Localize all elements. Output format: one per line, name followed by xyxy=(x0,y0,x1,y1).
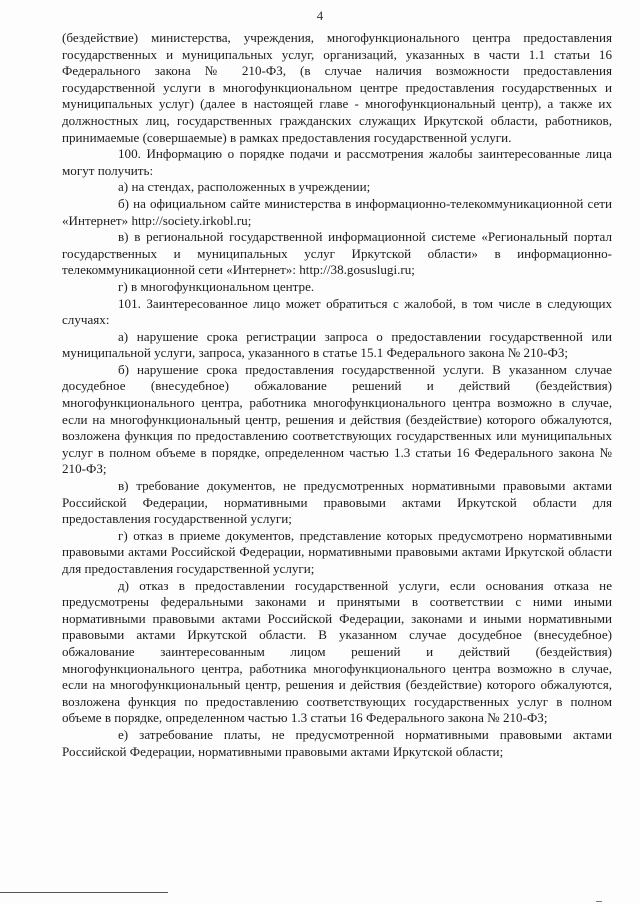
paragraph-101-b: б) нарушение срока предоставления государственной услуги. В указанном случае досудебное (внесудебное) обжалование решений и действий (бездействия) многофункционального центра, работника многофункционального центра возможно в случае, если на многофункциональный центр, решения и действия (бездействие) которого обжалуются, возложена функция по предоставлению соответствующих государственных или муниципальных услуг в полном объеме в порядке, определенном частью 1.3 статьи 16 Федерального закона № 210-ФЗ; xyxy=(62,361,612,477)
paragraph-101-v: в) требование документов, не предусмотренных нормативными правовыми актами Российской Федерации, нормативными правовыми актами Иркутской области для предоставления государственной услуги; xyxy=(62,478,612,527)
scan-artifact-mark xyxy=(596,896,602,902)
page-number: 4 xyxy=(316,8,324,23)
paragraph-101-g: г) отказ в приеме документов, представление которых предусмотрено нормативными правовыми актами Российской Федерации, нормативными правовыми актами Иркутской области для предоставления государственной услуги; xyxy=(62,527,612,576)
page-bottom-rule xyxy=(0,892,168,893)
paragraph-100: 100. Информацию о порядке подачи и рассмотрения жалобы заинтересованные лица могут получить: xyxy=(62,146,612,178)
paragraph-101-e: е) затребование платы, не предусмотренной нормативными правовыми актами Российской Федерации, нормативными правовыми актами Иркутской области; xyxy=(62,726,612,759)
paragraph-100-a: а) на стендах, расположенных в учреждении; xyxy=(118,179,371,195)
paragraph-100-v: в) в региональной государственной информационной системе «Региональный портал государственных и муниципальных услуг Иркутской области» в информационно-телекоммуникационной сети «Интернет»: http://38.gosuslugi.ru; xyxy=(62,229,612,278)
paragraph-101-d: д) отказ в предоставлении государственной услуги, если основания отказа не предусмотрены федеральными законами и принятыми в соответствии с ними иными нормативными правовыми актами Российской Федерации, законами и иными нормативными правовыми актами Иркутской области. В указанном случае досудебное (внесудебное) обжалование заинтересованным лицом решений и действий (бездействия) многофункционального центра, работника многофункционального центра возможно в случае, если на многофункциональный центр, решения и действия (бездействие) которого обжалуются, возложена функция по предоставлению соответствующих государственных услуг в полном объеме в порядке, определенном частью 1.3 статьи 16 Федерального закона № 210-ФЗ; xyxy=(62,577,612,726)
paragraph-100-b: б) на официальном сайте министерства в информационно-телекоммуникационной сети «Интернет» http://society.irkobl.ru; xyxy=(62,195,612,228)
paragraph-101: 101. Заинтересованное лицо может обратиться с жалобой, в том числе в следующих случаях: xyxy=(62,295,612,328)
paragraph-100-g: г) в многофункциональном центре. xyxy=(118,278,315,294)
document-body xyxy=(62,30,612,760)
paragraph-101-a: а) нарушение срока регистрации запроса о предоставлении государственной или муниципальной услуги, запроса, указанного в статье 15.1 Федерального закона № 210-ФЗ; xyxy=(62,328,612,361)
paragraph-complaint-subject: (бездействие) министерства, учреждения, многофункционального центра предоставления государственных и муниципальных услуг, организаций, указанных в части 1.1 статьи 16 Федерального закона № 210-ФЗ, (в случае наличия возможности предоставления государственной услуги в многофункциональном центре предоставления государственных и муниципальных услуг) (далее в настоящей главе - многофункциональный центр), а также их должностных лиц, государственных гражданских служащих Иркутской области, работников, принимаемые (совершаемые) в рамках предоставления государственной услуги. xyxy=(62,30,612,145)
